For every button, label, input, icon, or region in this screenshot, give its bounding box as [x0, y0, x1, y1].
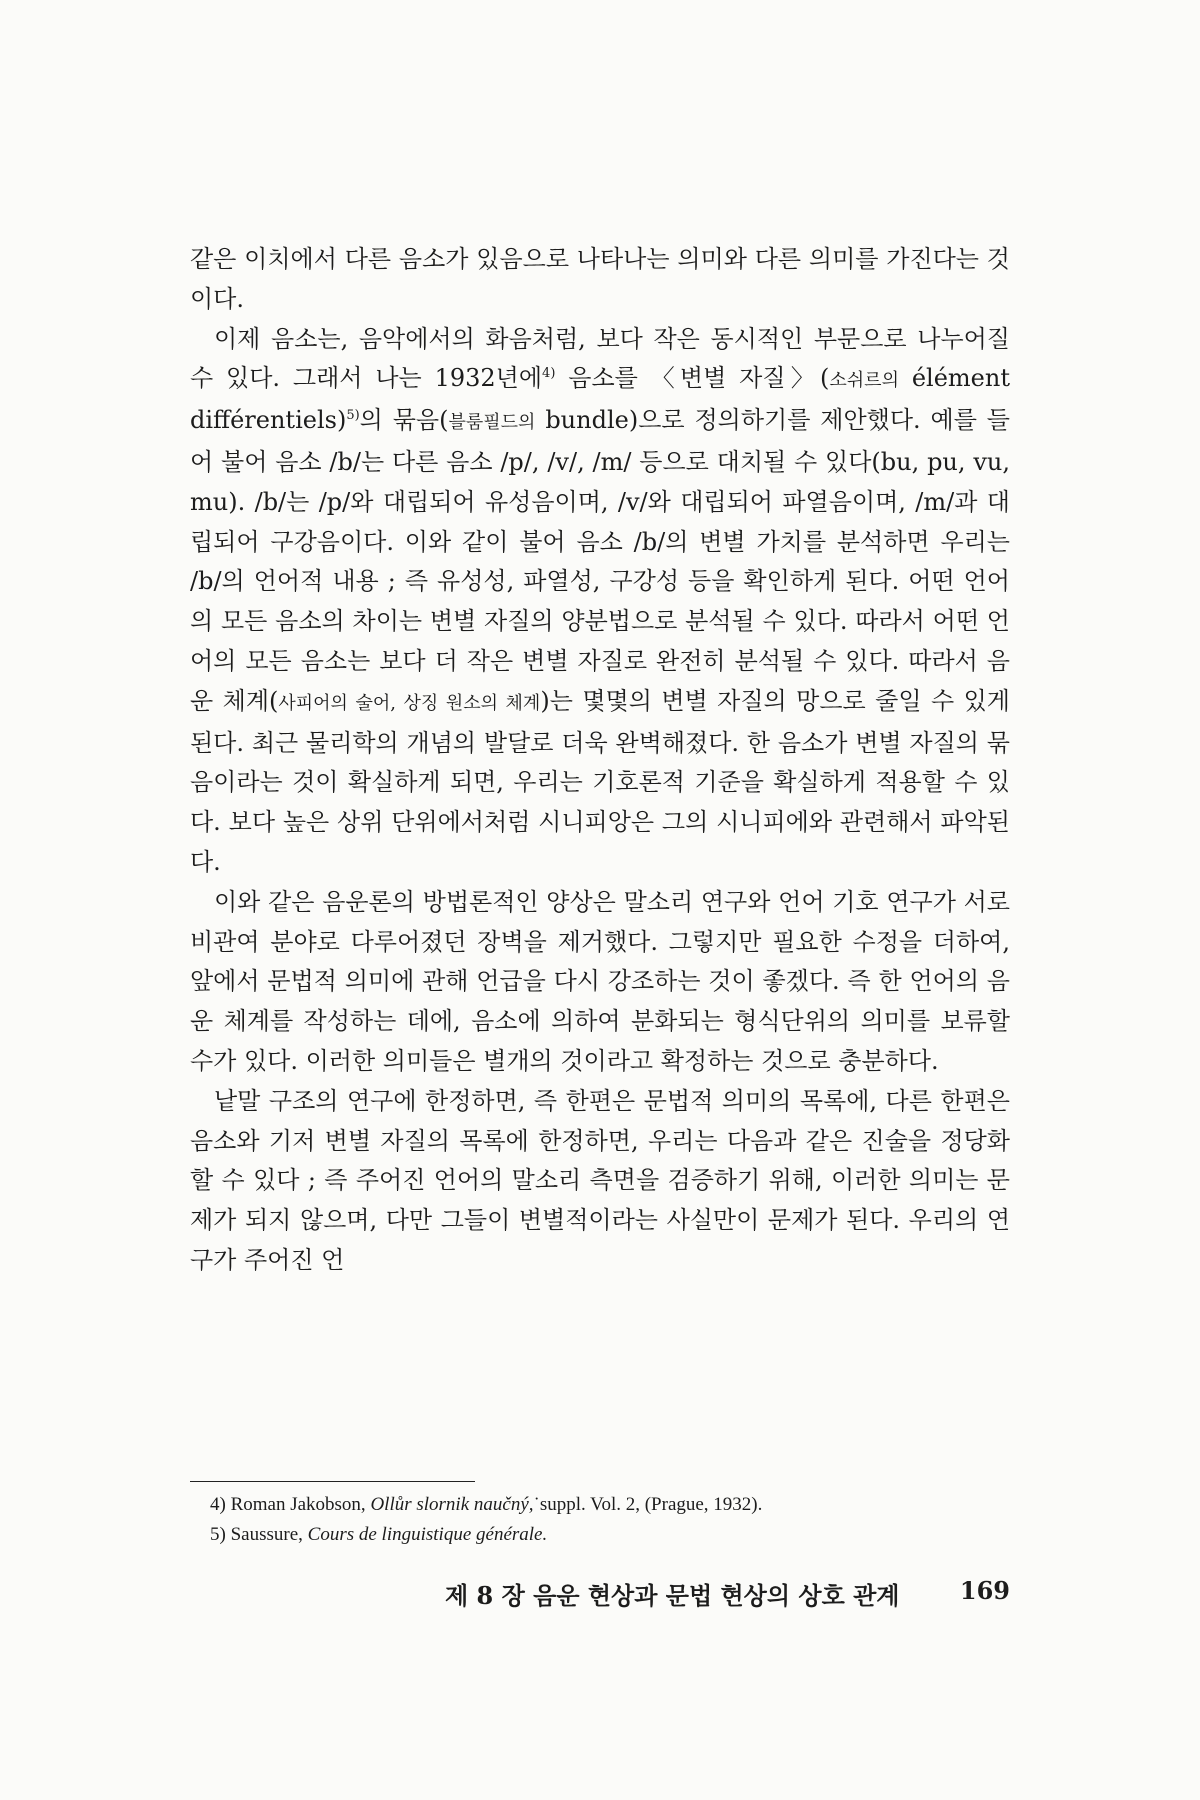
footnote-4	[210, 1490, 1010, 1520]
paragraph-2-text-d: 의 묶음(	[359, 406, 449, 435]
footnote-5-number: 5)	[210, 1524, 226, 1545]
paragraph-2-text-b: 음소를 〈변별 자질〉(	[555, 364, 830, 393]
paragraph-3: 이와 같은 음운론의 방법론적인 양상은 말소리 연구와 언어 기호 연구가 서로 비관여 분야로 다루어졌던 장벽을 제거했다. 그렇지만 필요한 수정을 더하여, 앞에서 문법적 의미에 관해 언급을 다시 강조하는 것이 좋겠다. 즉 한 언어의 음운 체계를 작성하는 데에, 음소에 의하여 분화되는 형식단위의 의미를 보류할 수가 있다. 이러한 의미들은 별개의 것이라고 확정하는 것으로 충분하다.	[190, 887, 1010, 1075]
main-text	[190, 240, 1010, 1281]
footnote-4-details: ˙suppl. Vol. 2, (Prague, 1932).	[533, 1494, 763, 1515]
paragraph-2-note-sapir: 사피어의 술어, 상징 원소의 체계	[278, 692, 541, 714]
chapter-title: 제 8 장 음운 현상과 문법 현상의 상호 관계	[445, 1581, 900, 1610]
paragraph-2-text-f: )는 몇몇의 변별 자질의 망으로 줄일 수 있게 된다. 최근 물리학의 개념의 발달로 더욱 완벽해졌다. 한 음소가 변별 자질의 묶음이라는 것이 확실하게 되면, 우리는 기호론적 기준을 확실하게 적용할 수 있다. 보다 높은 상위 단위에서처럼 시니피앙은 그의 시니피에와 관련해서 파악된다.	[190, 686, 1010, 876]
footnote-5	[210, 1520, 1010, 1550]
footnote-5-author: Saussure,	[230, 1524, 303, 1545]
footnote-4-number: 4)	[210, 1494, 226, 1515]
paragraph-2-text-a: 이제 음소는, 음악에서의 화음처럼, 보다 작은 동시적인 부문으로 나누어질 수 있다. 그래서 나는 1932년에	[190, 324, 1010, 393]
paragraph-2-text-e: bundle)으로 정의하기를 제안했다. 예를 들어 불어 음소 /b/는 다른 음소 /p/, /v/, /m/ 등으로 대치될 수 있다(bu, pu, vu, mu). /b/는 /p/와 대립되어 유성음이며, /v/와 대립되어 파열음이며, /m/과 대립되어 구강음이다. 이와 같이 불어 음소 /b/의 변별 가치를 분석하면 우리는 /b/의 언어적 내용 ; 즉 유성성, 파열성, 구강성 등을 확인하게 된다. 어떤 언어의 모든 음소의 차이는 변별 자질의 양분법으로 분석될 수 있다. 따라서 어떤 언어의 모든 음소는 보다 더 작은 변별 자질로 완전히 분석될 수 있다. 따라서 음운 체계(	[190, 406, 1010, 715]
footnote-ref-5: 5)	[346, 408, 360, 424]
paragraph-1: 같은 이치에서 다른 음소가 있음으로 나타나는 의미와 다른 의미를 가진다는 것이다.	[190, 245, 1010, 313]
footnotes	[210, 1490, 1010, 1550]
page-number: 169	[959, 1576, 1010, 1605]
paragraph-2	[190, 320, 1010, 883]
paragraph-2-note-saussure: 소쉬르의	[829, 370, 899, 392]
footnote-4-title: Ollůr slornik naučný,	[370, 1494, 534, 1515]
footnote-divider	[190, 1481, 475, 1482]
footnote-ref-4: 4)	[542, 366, 556, 382]
footnote-5-title: Cours de linguistique générale.	[307, 1524, 548, 1545]
paragraph-2-note-bloomfield: 블룸필드의	[448, 412, 536, 434]
paragraph-2-text-c: élément différentiels)	[190, 364, 1010, 435]
footnote-4-author: Roman Jakobson,	[230, 1494, 366, 1515]
running-footer	[445, 1576, 1010, 1611]
paragraph-4: 낱말 구조의 연구에 한정하면, 즉 한편은 문법적 의미의 목록에, 다른 한편은 음소와 기저 변별 자질의 목록에 한정하면, 우리는 다음과 같은 진술을 정당화할 수 있다 ; 즉 주어진 언어의 말소리 측면을 검증하기 위해, 이러한 의미는 문제가 되지 않으며, 다만 그들이 변별적이라는 사실만이 문제가 된다. 우리의 연구가 주어진 언	[190, 1086, 1010, 1274]
